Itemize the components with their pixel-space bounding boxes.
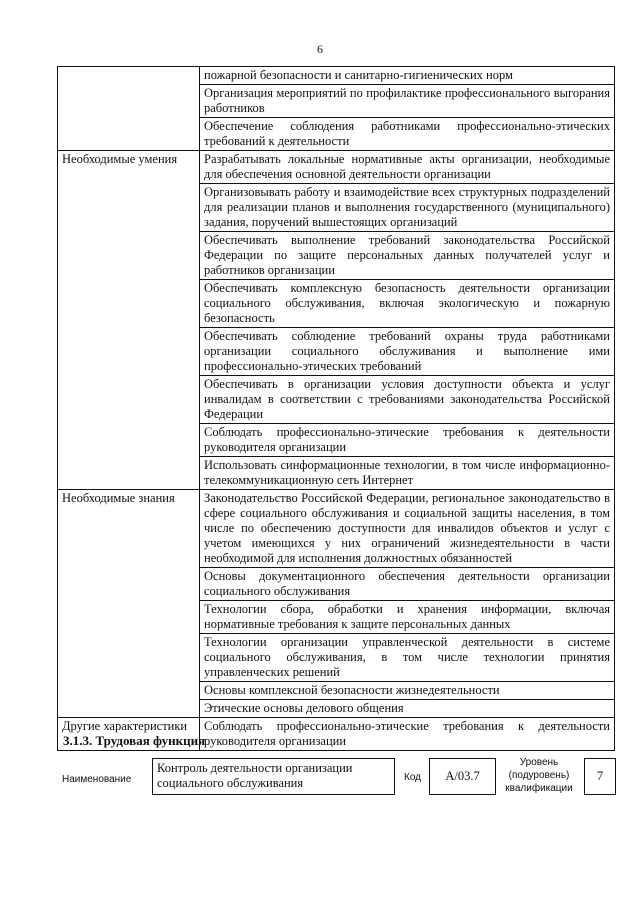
row-content: Технологии сбора, обработки и хранения информации, включая нормативные требования к защите персональных данных (200, 601, 615, 634)
name-label: Наименование (62, 774, 132, 785)
row-content: Соблюдать профессионально-этические требования к деятельности руководителя организации (200, 718, 615, 751)
row-content: Обеспечивать выполнение требований законодательства Российской Федерации по защите персональных данных получателей услуг и работников организации (200, 232, 615, 280)
row-content: Законодательство Российской Федерации, региональное законодательство в сфере социального обслуживания и социальной защиты населения, в том числе по обеспечению доступности для инвалидов объектов и услуг с учетом имеющихся у них ограничений жизнедеятельности в части необходимой для исполнения должностных обязанностей (200, 490, 615, 568)
row-content: Обеспечивать соблюдение требований охраны труда работниками организации социального обслуживания и выполнение ими профессионально-этических требований (200, 328, 615, 376)
labor-function-row (60, 756, 620, 802)
row-content: Обеспечивать комплексную безопасность деятельности организации социального обслуживания, включая экологическую и пожарную безопасность (200, 280, 615, 328)
table-row (58, 151, 615, 184)
table-row (58, 67, 615, 85)
section-title: 3.1.3. Трудовая функция (63, 733, 206, 748)
row-label: Необходимые знания (58, 490, 200, 718)
table-row (58, 490, 615, 568)
row-content: Этические основы делового общения (200, 700, 615, 718)
row-content: Обеспечивать в организации условия доступности объекта и услуг инвалидам в соответствии с требованиями законодательства Российской Федерации (200, 376, 615, 424)
row-content: Основы комплексной безопасности жизнедеятельности (200, 682, 615, 700)
row-label (58, 67, 200, 151)
row-content: Основы документационного обеспечения деятельности организации социального обслуживания (200, 568, 615, 601)
row-label: Необходимые умения (58, 151, 200, 490)
row-content: Использовать синформационные технологии, в том числе информационно-телекоммуникационную сеть Интернет (200, 457, 615, 490)
requirements-table (57, 66, 615, 751)
page-number: 6 (317, 42, 323, 56)
row-content: Организовывать работу и взаимодействие всех структурных подразделений для реализации планов и выполнения государственного (муниципального) задания, поручений вышестоящих организаций (200, 184, 615, 232)
row-content: Разрабатывать локальные нормативные акты организации, необходимые для обеспечения основной деятельности организации (200, 151, 615, 184)
code-value: А/03.7 (429, 758, 496, 795)
level-value: 7 (584, 758, 616, 795)
row-content: пожарной безопасности и санитарно-гигиенических норм (200, 67, 615, 85)
code-label: Код (404, 772, 422, 783)
row-content: Технологии организации управленческой деятельности в системе социального обслуживания, в том числе технологии принятия управленческих решений (200, 634, 615, 682)
row-content: Организация мероприятий по профилактике профессионального выгорания работников (200, 85, 615, 118)
name-value: Контроль деятельности организации социального обслуживания (152, 758, 395, 795)
row-content: Соблюдать профессионально-этические требования к деятельности руководителя организации (200, 424, 615, 457)
row-content: Обеспечение соблюдения работниками профессионально-этических требований к деятельности (200, 118, 615, 151)
row-label: Другие характеристики (58, 718, 200, 751)
level-label: Уровень (подуровень) квалификации (505, 757, 573, 794)
